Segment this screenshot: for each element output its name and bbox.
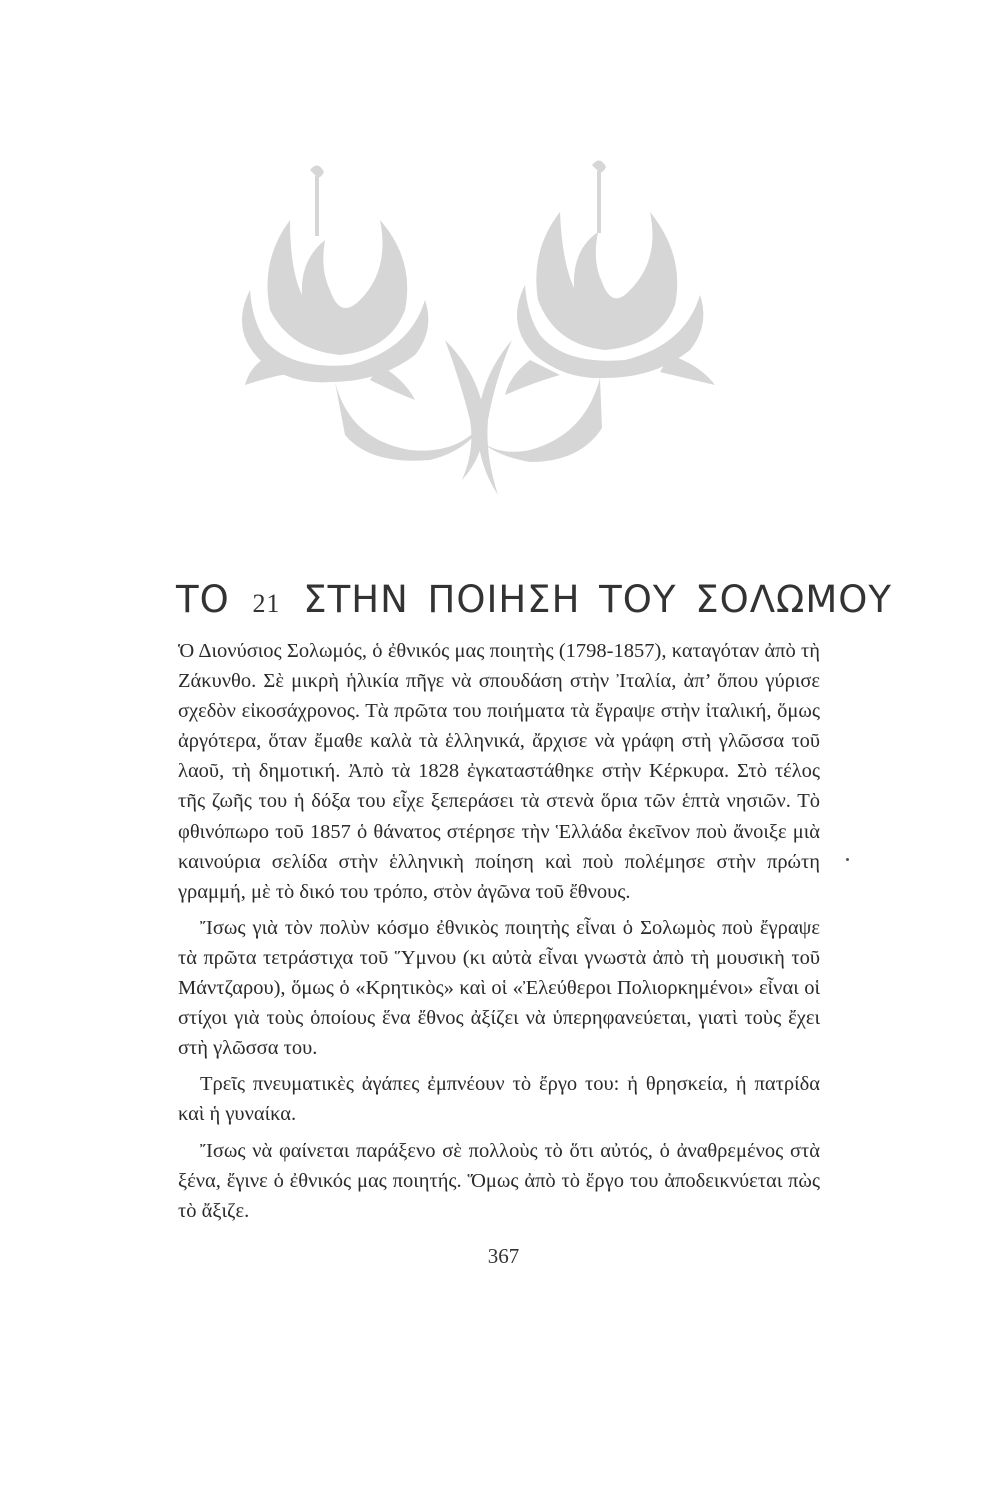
- paragraph-1: Ὁ Διονύσιος Σολωμός, ὁ ἐθνικός μας ποιητὴς (1798-1857), καταγόταν ἀπὸ τὴ Ζάκυνθο. Σὲ μικρὴ ἡλικία πῆγε νὰ σπουδάση στὴν Ἰταλία, ἀπ’ ὅπου γύρισε σχεδὸν εἰκοσάχρονος. Τὰ πρῶτα του ποιήματα τὰ ἔγραψε στὴν ἰταλική, ὅμως ἀργότερα, ὅταν ἔμαθε καλὰ τὰ ἑλληνικά, ἄρχισε νὰ γράφη στὴ γλῶσσα τοῦ λαοῦ, τὴ δημοτική. Ἀπὸ τὰ 1828 ἐγκαταστάθηκε στὴν Κέρκυρα. Στὸ τέλος τῆς ζωῆς του ἡ δόξα του εἶχε ξεπεράσει τὰ στενὰ ὅρια τῶν ἑπτὰ νησιῶν. Τὸ φθινόπωρο τοῦ 1857 ὁ θάνατος στέρησε τὴν Ἑλλάδα ἐκεῖνον ποὺ ἄνοιξε μιὰ καινούρια σελίδα στὴν ἑλληνικὴ ποίηση καὶ ποὺ πολέμησε στὴν πρώτη γραμμή, μὲ τὸ δικό του τρόπο, στὸν ἀγῶνα τοῦ ἔθνους.: [178, 640, 820, 903]
- floral-ornament-icon: [230, 150, 770, 510]
- body-text: [178, 636, 820, 1232]
- paragraph-4: Ἴσως νὰ φαίνεται παράξενο σὲ πολλοὺς τὸ ὅτι αὐτός, ὁ ἀναθρεμένος στὰ ξένα, ἔγινε ὁ ἐθνικός μας ποιητής. Ὅμως ἀπὸ τὸ ἔργο του ἀποδεικνύεται πὼς τὸ ἄξιζε.: [178, 1139, 820, 1222]
- title-part-1: ΤΟ: [176, 578, 230, 621]
- paragraph-2: Ἴσως γιὰ τὸν πολὺν κόσμο ἐθνικὸς ποιητὴς εἶναι ὁ Σολωμὸς ποὺ ἔγραψε τὰ πρῶτα τετράστιχα τοῦ Ὕμνου (κι αὐτὰ εἶναι γνωστὰ ἀπὸ τὴ μουσικὴ τοῦ Μάντζαρου), ὅμως ὁ «Κρητικὸς» καὶ οἱ «Ἐλεύθεροι Πολιορκημένοι» εἶναι οἱ στίχοι γιὰ τοὺς ὁποίους ἕνα ἔθνος ἀξίζει νὰ ὑπερηφανεύεται, γιατὶ τοὺς ἔχει στὴ γλῶσσα του.: [178, 916, 820, 1060]
- print-speck: [846, 858, 849, 861]
- title-part-2: ΣΤΗΝ ΠΟΙΗΣΗ ΤΟΥ ΣΟΛΩΜΟΥ: [303, 578, 892, 621]
- page-number: 367: [487, 1244, 520, 1268]
- title-number: 21: [252, 589, 281, 618]
- paragraph-3: Τρεῖς πνευματικὲς ἀγάπες ἐμπνέουν τὸ ἔργο του: ἡ θρησκεία, ἡ πατρίδα καὶ ἡ γυναίκα.: [178, 1073, 820, 1126]
- page-title: [176, 578, 892, 621]
